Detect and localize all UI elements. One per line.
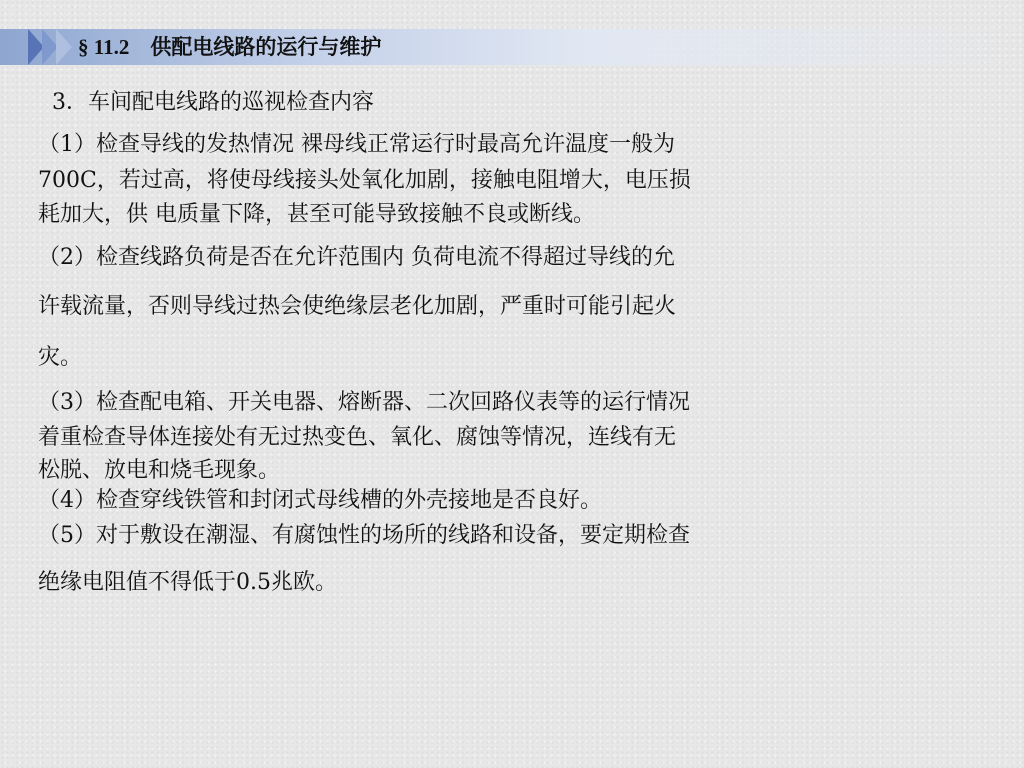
paragraph-line: （5）对于敷设在潮湿、有腐蚀性的场所的线路和设备，要定期检查 bbox=[38, 523, 690, 548]
paragraph-line: 着重检查导体连接处有无过热变色、氧化、腐蚀等情况，连线有无 bbox=[38, 425, 677, 450]
paragraph-line: 耗加大，供 电质量下降，甚至可能导致接触不良或断线。 bbox=[38, 202, 595, 227]
paragraph-line: （2）检查线路负荷是否在允许范围内 负荷电流不得超过导线的允 bbox=[38, 245, 675, 270]
subheading: 3．车间配电线路的巡视检查内容 bbox=[52, 90, 374, 115]
chevron-arrow-icon bbox=[56, 29, 72, 65]
paragraph-line: （4）检查穿线铁管和封闭式母线槽的外壳接地是否良好。 bbox=[38, 488, 602, 513]
header-band bbox=[0, 29, 1024, 65]
paragraph-line: 松脱、放电和烧毛现象。 bbox=[38, 458, 281, 483]
paragraph-line: 700C，若过高，将使母线接头处氧化加剧，接触电阻增大，电压损 bbox=[38, 168, 691, 193]
paragraph-line: 许载流量，否则导线过热会使绝缘层老化加剧，严重时可能引起火 bbox=[38, 294, 677, 319]
section-title: § 11.2 供配电线路的运行与维护 bbox=[78, 35, 382, 59]
paragraph-line: （3）检查配电箱、开关电器、熔断器、二次回路仪表等的运行情况 bbox=[38, 390, 690, 415]
paragraph-line: 灾。 bbox=[38, 345, 83, 370]
paragraph-line: （1）检查导线的发热情况 裸母线正常运行时最高允许温度一般为 bbox=[38, 132, 675, 157]
paragraph-line: 绝缘电阻值不得低于0.5兆欧。 bbox=[38, 570, 337, 595]
